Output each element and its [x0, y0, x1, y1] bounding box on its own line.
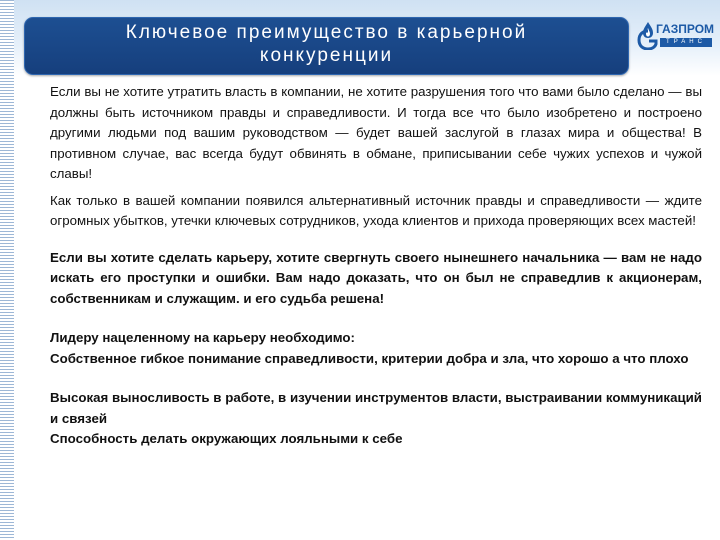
paragraph-4: Лидеру нацеленному на карьеру необходимо: [50, 330, 355, 345]
logo-subwordmark: ТРАНС [660, 38, 712, 47]
paragraph-3: Если вы хотите сделать карьеру, хотите свергнуть своего нынешнего начальника — вам не надо искать его проступки и ошибки. Вам надо доказать, что он был не справедлив к акционерам, собственникам и служащим. и его судьба решена! [50, 249, 702, 306]
slide-content [50, 82, 702, 450]
paragraph-5: Собственное гибкое понимание справедливости, критерии добра и зла, что хорошо а что плохо [50, 350, 689, 366]
paragraph-2: Как только в вашей компании появился альтернативный источник правды и справедливости — ждите огромных убытков, утечки ключевых сотрудников, ухода клиентов и прихода проверяющих всех мастей! [50, 192, 702, 228]
title-box [24, 17, 629, 75]
paragraph-6: Высокая выносливость в работе, в изучении инструментов власти, выстраивании коммуникаций и связей [50, 390, 702, 426]
slide-title: Ключевое преимущество в карьерной конкуренции [125, 22, 528, 66]
company-logo [636, 20, 715, 50]
paragraph-1: Если вы не хотите утратить власть в компании, не хотите разрушения того что вами было сделано — вы должны быть источником правды и справедливости. И тогда все что было изобретено и построено другими людьми под вашим руководством — будет вашей заслугой в глазах мира и общества! В противном случае, вас всегда будут обвинять в обмане, приписывании себе чужих успехов и чужой славы! [50, 84, 702, 181]
paragraph-7: Способность делать окружающих лояльными к себе [50, 431, 403, 446]
logo-wordmark: ГАЗПРОМ [656, 22, 715, 36]
left-decorative-stripe [0, 0, 14, 540]
